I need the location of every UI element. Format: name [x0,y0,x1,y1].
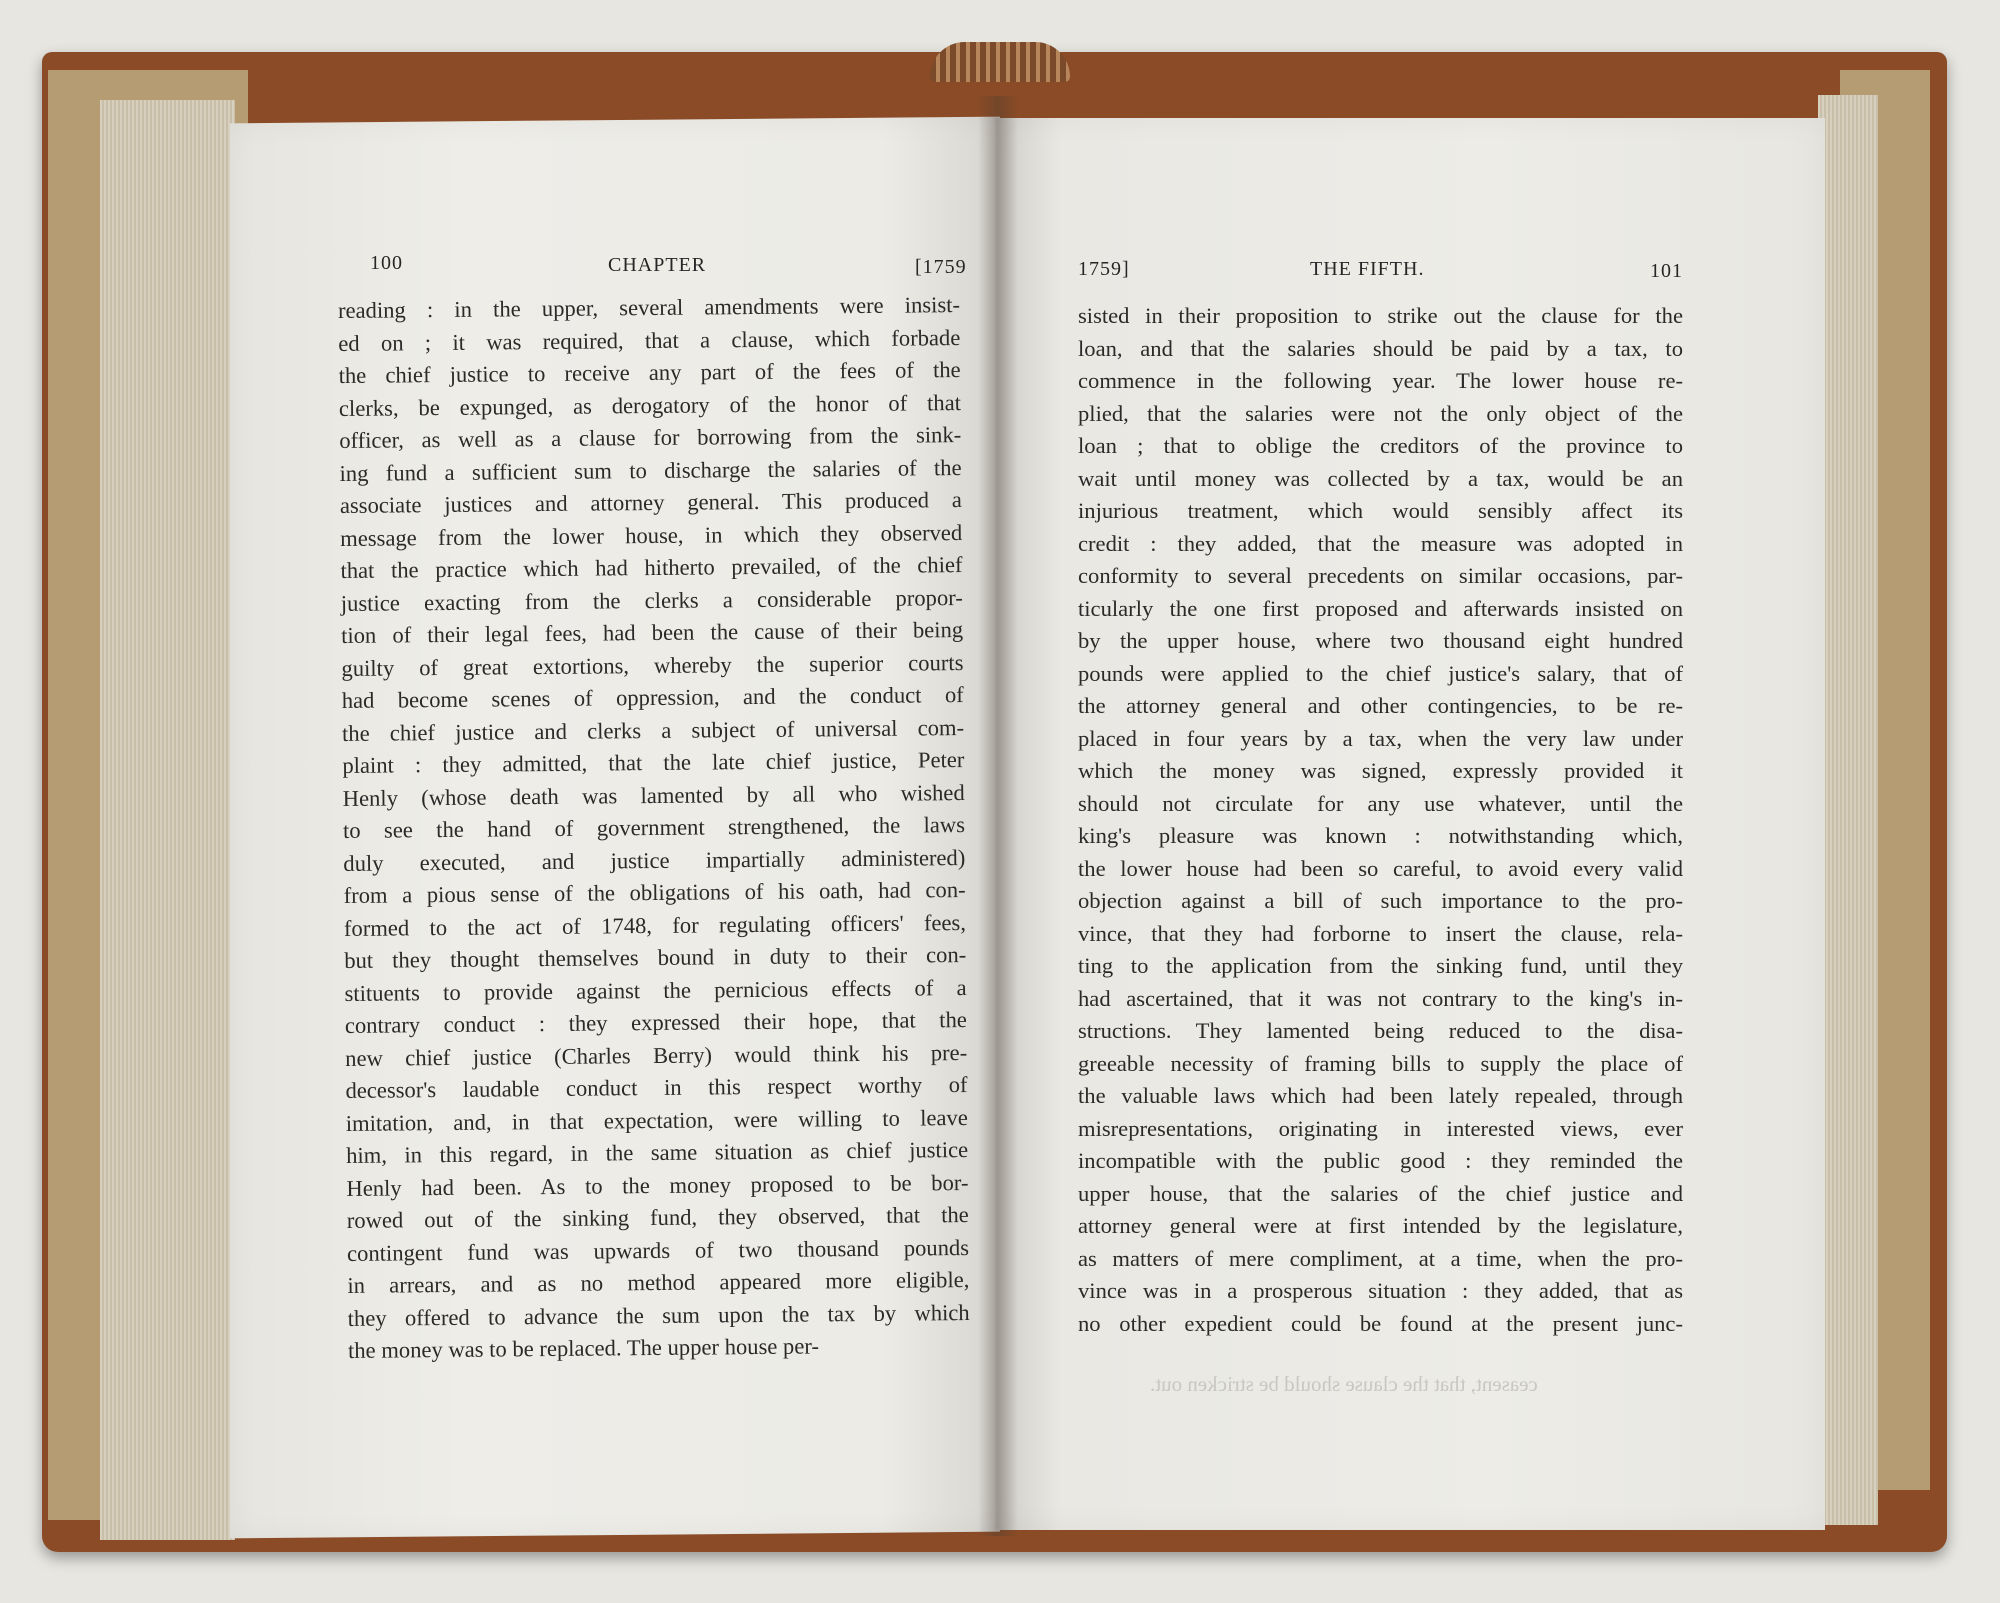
text-line: duly executed, and justice impartially administered) [343,844,966,876]
text-line: decessor's laudable conduct in this respect worthy of [345,1072,968,1103]
text-line: rowed out of the sinking fund, they observed, that the [346,1201,969,1233]
text-line: ticularly the one first proposed and afterwards insisted on [1078,595,1683,621]
text-line: the attorney general and other contingencies, to be re- [1078,693,1683,718]
text-line: justice exacting from the clerks a considerable propor- [340,584,963,616]
text-line: in arrears, and as no method appeared more eligible, [347,1266,970,1298]
text-line: injurious treatment, which would sensibly affect its [1078,498,1683,523]
text-line: which the money was signed, expressly provided it [1078,758,1683,783]
text-line: misrepresentations, originating in interested views, ever [1078,1115,1683,1141]
text-line: associate justices and attorney general. This produced a [339,487,962,518]
text-line: placed in four years by a tax, when the very law under [1078,725,1683,751]
right-page-number: 101 [1650,260,1683,282]
left-running-head: CHAPTER [608,254,707,276]
text-line: Henly had been. As to the money proposed to be bor- [346,1169,969,1201]
text-line: guilty of great extortions, whereby the superior courts [341,649,964,681]
text-line: wait until money was collected by a tax, would be an [1078,465,1683,491]
text-line: but they thought themselves bound in duty to their con- [344,942,967,973]
text-line: attorney general were at first intended by the legislature, [1078,1213,1683,1238]
text-line: greeable necessity of framing bills to supply the place of [1078,1050,1683,1076]
text-line: as matters of mere compliment, at a time, when the pro- [1078,1245,1683,1271]
right-year-marker: 1759] [1078,258,1130,280]
text-line: contingent fund was upwards of two thousand pounds [346,1234,970,1266]
text-line: reading : in the upper, several amendments were insist- [337,292,961,324]
text-line: ting to the application from the sinking fund, until they [1078,953,1683,978]
right-page-text [1078,300,1683,1340]
gutter-shadow [978,96,1018,1536]
text-line: had become scenes of oppression, and the conduct of [341,682,964,713]
text-line: the chief justice and clerks a subject of universal com- [341,714,965,746]
text-line: no other expedient could be found at the present junc- [1078,1310,1683,1336]
text-line: contrary conduct : they expressed their hope, that the [344,1007,967,1038]
text-line: by the upper house, where two thousand eight hundred [1078,628,1683,653]
text-line: they offered to advance the sum upon the tax by which [347,1299,970,1331]
text-line: had ascertained, that it was not contrary to the king's in- [1078,985,1683,1011]
text-line: sisted in their proposition to strike out the clause for the [1078,303,1683,328]
text-line: clerks, be expunged, as derogatory of the honor of that [338,389,962,421]
text-line: him, in this regard, in the same situation as chief justice [346,1137,969,1168]
text-line: the lower house had been so careful, to avoid every valid [1078,855,1683,881]
text-line: upper house, that the salaries of the chief justice and [1078,1180,1683,1206]
left-page-number: 100 [370,252,403,274]
text-line: the chief justice to receive any part of the fees of the [338,357,961,389]
text-line: ed on ; it was required, that a clause, which forbade [338,324,961,356]
text-line: new chief justice (Charles Berry) would think his pre- [345,1039,968,1071]
text-line: plaint : they admitted, that the late chief justice, Peter [342,747,965,778]
right-running-head: THE FIFTH. [1310,258,1425,280]
bleed-through-text: ceasent, that the clause should be stricken out. [1150,1372,1538,1396]
spine-headband [930,42,1070,82]
text-line: vince, that they had forborne to insert the clause, rela- [1078,920,1683,946]
text-line: ing fund a sufficient sum to discharge the salaries of the [339,454,962,486]
text-line: credit : they added, that the measure was adopted in [1078,530,1683,556]
text-line: incompatible with the public good : they reminded the [1078,1148,1683,1173]
text-line: message from the lower house, in which they observed [340,519,963,551]
text-line: loan ; that to oblige the creditors of the province to [1078,433,1683,458]
text-line: to see the hand of government strengthened, the laws [342,812,966,843]
text-line: formed to the act of 1748, for regulating officers' fees, [343,909,967,941]
left-year-marker: [1759 [915,256,967,278]
text-line: structions. They lamented being reduced to the disa- [1078,1018,1683,1043]
text-line: officer, as well as a clause for borrowing from the sink- [339,422,962,454]
text-line: conformity to several precedents on similar occasions, par- [1078,563,1683,588]
fore-edge-left [100,100,235,1540]
fore-edge-right [1818,95,1878,1525]
text-line: from a pious sense of the obligations of his oath, had con- [343,877,966,908]
text-line: the valuable laws which had been lately repealed, through [1078,1083,1683,1108]
text-line: tion of their legal fees, had been the cause of their being [341,617,964,648]
text-line: Henly (whose death was lamented by all who wished [342,779,965,811]
text-line: pounds were applied to the chief justice's salary, that of [1078,660,1683,686]
text-line: king's pleasure was known : notwithstanding which, [1078,823,1683,848]
text-line: stituents to provide against the pernicious effects of a [344,974,967,1006]
text-line: imitation, and, in that expectation, were willing to leave [345,1104,968,1136]
text-line: should not circulate for any use whatever, until the [1078,790,1683,816]
text-line: objection against a bill of such importance to the pro- [1078,888,1683,913]
text-line: vince was in a prosperous situation : they added, that as [1078,1278,1683,1303]
text-line: loan, and that the salaries should be paid by a tax, to [1078,335,1683,361]
text-line: commence in the following year. The lower house re- [1078,368,1683,393]
text-line: plied, that the salaries were not the only object of the [1078,400,1683,426]
text-line: the money was to be replaced. The upper house per- [347,1333,820,1363]
text-line: that the practice which had hitherto prevailed, of the chief [340,552,963,583]
left-page-text [338,289,970,1367]
